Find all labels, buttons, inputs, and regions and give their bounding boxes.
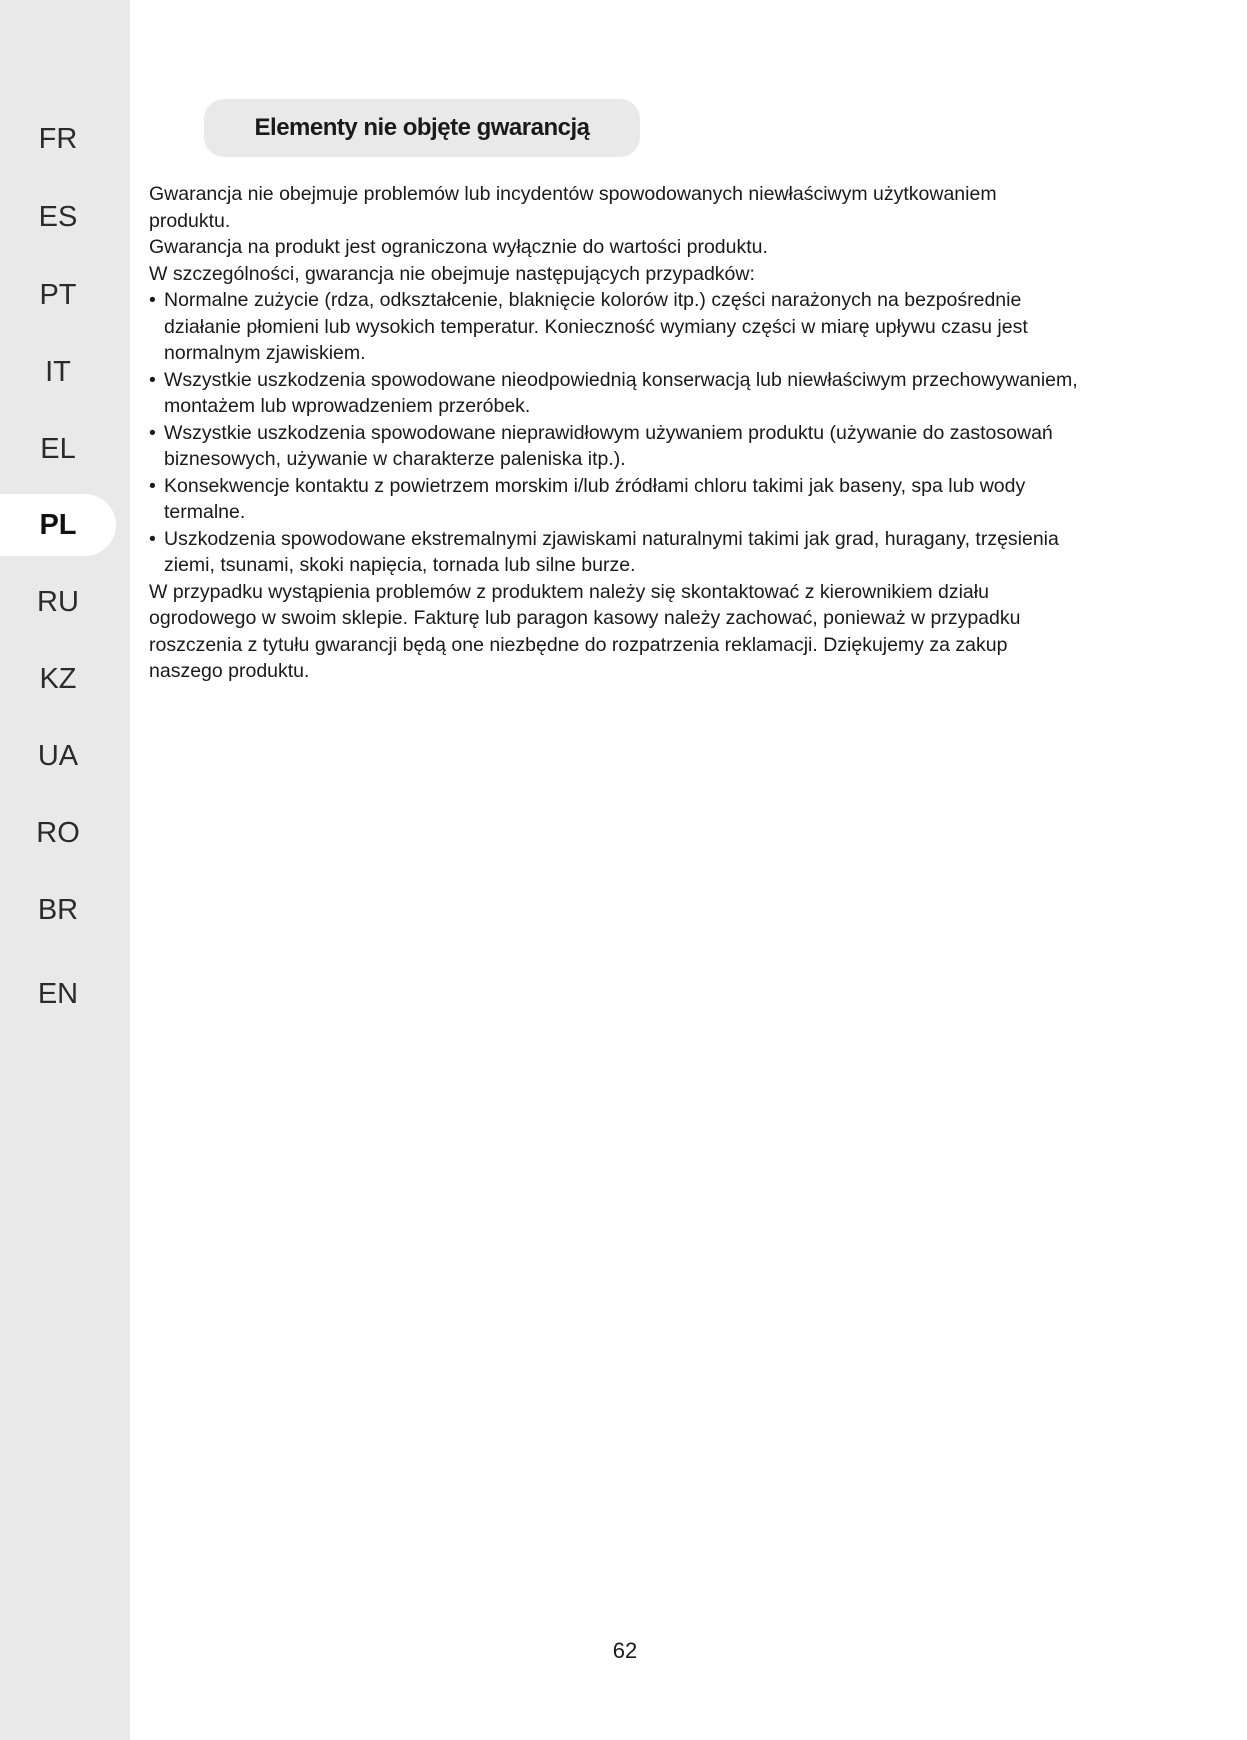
list-item-text: Wszystkie uszkodzenia spowodowane nieprawidłowym używaniem produktu (używanie do zastosowań biznesowych, używanie w charakterze paleniska itp.). [164, 421, 1053, 470]
language-tab-pt[interactable]: PT [39, 279, 77, 311]
list-item-text: Wszystkie uszkodzenia spowodowane nieodpowiednią konserwacją lub niewłaściwym przechowywaniem, montażem lub wprowadzeniem przeróbek. [164, 368, 1078, 417]
list-item-text: Normalne zużycie (rdza, odkształcenie, blaknięcie kolorów itp.) części narażonych na bezpośrednie działanie płomieni lub wysokich temperatur. Konieczność wymiany części w miarę upływu czasu jest normalnym zjawiskiem. [164, 289, 1028, 364]
language-sidebar [0, 0, 130, 1740]
intro-paragraph-3: W szczególności, gwarancja nie obejmuje następujących przypadków: [149, 262, 755, 285]
language-tab-it[interactable]: IT [45, 356, 71, 388]
intro-paragraph-1: Gwarancja nie obejmuje problemów lub incydentów spowodowanych niewłaściwym użytkowaniem produktu. [149, 183, 997, 232]
language-tab-el[interactable]: EL [40, 433, 76, 465]
language-tab-br[interactable]: BR [37, 894, 79, 926]
section-title: Elementy nie objęte gwarancją [254, 114, 590, 141]
language-tab-fr[interactable]: FR [38, 123, 78, 155]
list-item [149, 473, 1079, 526]
exclusions-list [149, 287, 1079, 579]
bullet-icon: • [149, 474, 156, 497]
closing-paragraph: W przypadku wystąpienia problemów z produktem należy się skontaktować z kierownikiem działu ogrodowego w swoim sklepie. Fakturę lub paragon kasowy należy zachować, ponieważ w przypadku roszczenia z tytułu gwarancji będą one niezbędne do rozpatrzenia reklamacji. Dziękujemy za zakup naszego produktu. [149, 580, 1021, 682]
bullet-icon: • [149, 368, 156, 391]
bullet-icon: • [149, 289, 156, 311]
page-number: 62 [612, 1638, 638, 1663]
warranty-exclusions-content [149, 181, 1079, 685]
language-tab-ro[interactable]: RO [36, 817, 80, 849]
list-item-text: Uszkodzenia spowodowane ekstremalnymi zjawiskami naturalnymi takimi jak grad, huragany, trzęsienia ziemi, tsunami, skoki napięcia, tornada lub silne burze. [164, 527, 1059, 576]
bullet-icon: • [149, 421, 156, 444]
language-tab-ua[interactable]: UA [37, 740, 79, 772]
bullet-icon: • [149, 527, 156, 550]
language-tab-en[interactable]: EN [37, 978, 79, 1010]
list-item [149, 367, 1079, 420]
language-tab-es[interactable]: ES [38, 201, 78, 233]
list-item [149, 526, 1079, 579]
list-item [149, 287, 1079, 367]
language-tab-ru[interactable]: RU [37, 586, 79, 618]
list-item-text: Konsekwencje kontaktu z powietrzem morskim i/lub źródłami chloru takimi jak baseny, spa lub wody termalne. [164, 474, 1026, 523]
intro-paragraph-2: Gwarancja na produkt jest ograniczona wyłącznie do wartości produktu. [149, 236, 768, 258]
language-tab-kz[interactable]: KZ [39, 663, 77, 695]
section-heading-box [204, 99, 640, 157]
list-item [149, 420, 1079, 473]
language-tab-pl[interactable]: PL [0, 494, 116, 556]
